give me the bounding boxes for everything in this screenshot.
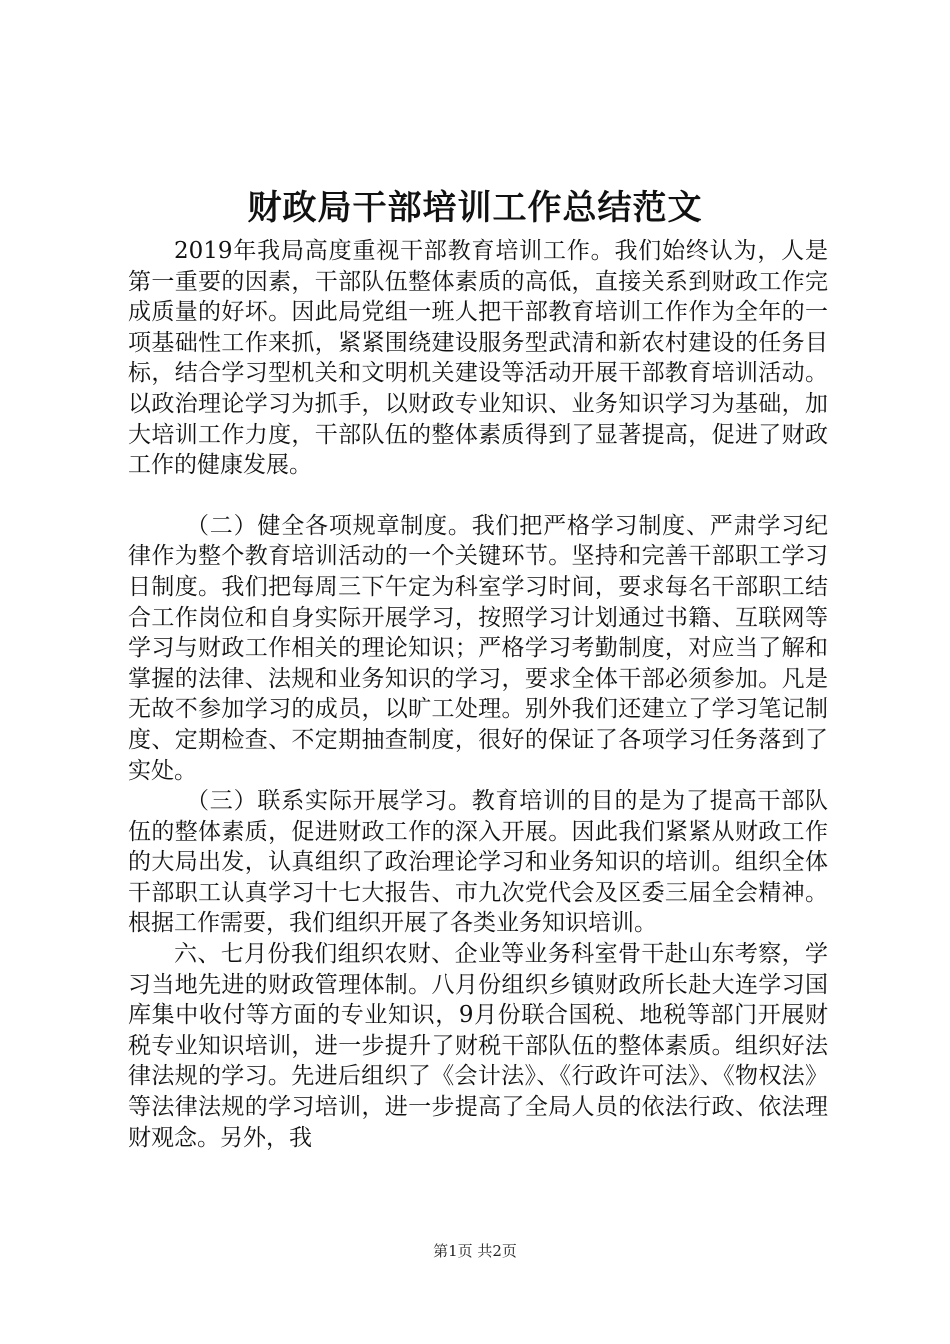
document-title: 财政局干部培训工作总结范文: [247, 188, 703, 228]
paragraph-spacer: [128, 481, 828, 511]
paragraph-intro: 2019年我局高度重视干部教育培训工作。我们始终认为，人是第一重要的因素，干部队伍整体素质的高低，直接关系到财政工作完成质量的好坏。因此局党组一班人把干部教育培训工作作为全年的一项基础性工作来抓，紧紧围绕建设服务型武清和新农村建设的任务目标，结合学习型机关和文明机关建设等活动开展干部教育培训活动。以政治理论学习为抓手，以财政专业知识、业务知识学习为基础，加大培训工作力度，干部队伍的整体素质得到了显著提高，促进了财政工作的健康发展。: [128, 238, 828, 479]
page-footer: 第1页 共2页: [433, 1242, 517, 1260]
paragraph-practice: （三）联系实际开展学习。教育培训的目的是为了提高干部队伍的整体素质，促进财政工作的深入开展。因此我们紧紧从财政工作的大局出发，认真组织了政治理论学习和业务知识的培训。组织全体干部职工认真学习十七大报告、市九次党代会及区委三届全会精神。根据工作需要，我们组织开展了各类业务知识培训。: [128, 788, 828, 937]
document-body: [128, 236, 828, 1153]
paragraph-rules: （二）健全各项规章制度。我们把严格学习制度、严肃学习纪律作为整个教育培训活动的一个关键环节。坚持和完善干部职工学习日制度。我们把每周三下午定为科室学习时间，要求每名干部职工结合工作岗位和自身实际开展学习，按照学习计划通过书籍、互联网等学习与财政工作相关的理论知识；严格学习考勤制度，对应当了解和掌握的法律、法规和业务知识的学习，要求全体干部必须参加。凡是无故不参加学习的成员，以旷工处理。别外我们还建立了学习笔记制度、定期检查、不定期抽查制度，很好的保证了各项学习任务落到了实处。: [128, 512, 828, 784]
paragraph-training: 六、七月份我们组织农财、企业等业务科室骨干赴山东考察，学习当地先进的财政管理体制。八月份组织乡镇财政所长赴大连学习国库集中收付等方面的专业知识，9月份联合国税、地税等部门开展财税专业知识培训，进一步提升了财税干部队伍的整体素质。组织好法律法规的学习。先进后组织了《会计法》、《行政许可法》、《物权法》等法律法规的学习培训，进一步提高了全局人员的依法行政、依法理财观念。另外，我: [128, 941, 828, 1151]
